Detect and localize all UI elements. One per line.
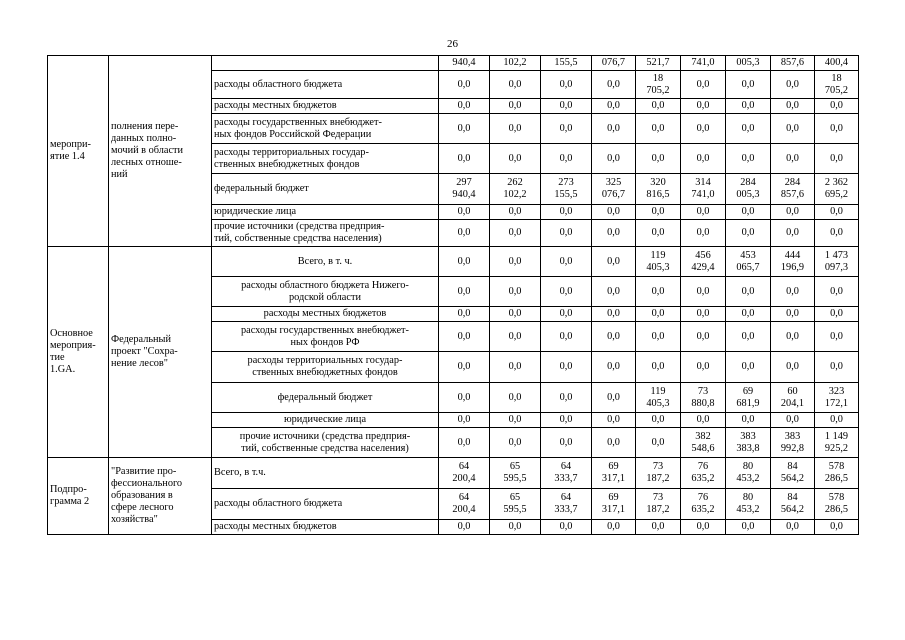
value-cell: 0,0 [771,71,815,99]
value-cell: 0,0 [726,220,771,247]
value-cell: 0,0 [490,428,541,458]
value-cell: 940,4 [439,56,490,71]
value-cell: 80 453,2 [726,489,771,520]
program-description-line: полнения пере- [111,121,179,132]
value-cell: 0,0 [815,277,859,307]
program-name-line: тие [50,352,65,363]
value-cell: 0,0 [636,428,681,458]
funding-source-cell: Всего, в т. ч. [212,247,439,277]
value-cell: 0,0 [439,428,490,458]
value-cell: 0,0 [726,205,771,220]
funding-source-cell: Всего, в т.ч. [212,458,439,489]
value-cell: 0,0 [726,413,771,428]
value-cell: 0,0 [771,144,815,174]
value-cell: 0,0 [592,220,636,247]
value-cell: 0,0 [541,352,592,383]
table-row [48,56,859,71]
value-cell: 64 200,4 [439,489,490,520]
page-number: 26 [447,38,458,50]
value-cell: 0,0 [815,307,859,322]
program-description-line: хозяйства" [111,514,158,525]
value-cell: 155,5 [541,56,592,71]
value-cell: 2 362 695,2 [815,174,859,205]
value-cell: 0,0 [726,144,771,174]
value-cell: 578 286,5 [815,458,859,489]
value-cell: 0,0 [815,520,859,535]
funding-source-cell: расходы местных бюджетов [212,520,439,535]
program-name-cell [48,247,109,458]
value-cell: 320 816,5 [636,174,681,205]
value-cell: 076,7 [592,56,636,71]
value-cell: 0,0 [439,413,490,428]
value-cell: 0,0 [681,307,726,322]
value-cell: 0,0 [541,322,592,352]
value-cell: 69 681,9 [726,383,771,413]
value-cell: 102,2 [490,56,541,71]
value-cell: 0,0 [490,277,541,307]
program-name-line: меропри- [50,139,91,150]
value-cell: 0,0 [490,322,541,352]
value-cell: 65 595,5 [490,489,541,520]
value-cell: 284 005,3 [726,174,771,205]
value-cell: 0,0 [439,220,490,247]
value-cell: 76 635,2 [681,489,726,520]
program-name-line: Основное [50,328,93,339]
value-cell: 0,0 [681,413,726,428]
value-cell: 0,0 [541,383,592,413]
value-cell: 0,0 [541,277,592,307]
value-cell: 741,0 [681,56,726,71]
program-description-cell [109,56,212,247]
value-cell: 1 149 925,2 [815,428,859,458]
value-cell: 0,0 [541,428,592,458]
program-description-line: нение лесов" [111,358,168,369]
program-name-line: Подпро- [50,484,87,495]
value-cell: 0,0 [592,383,636,413]
value-cell: 0,0 [541,247,592,277]
value-cell: 0,0 [771,205,815,220]
value-cell: 0,0 [815,144,859,174]
value-cell: 578 286,5 [815,489,859,520]
value-cell: 0,0 [771,307,815,322]
value-cell: 0,0 [592,99,636,114]
value-cell: 0,0 [490,205,541,220]
value-cell: 18 705,2 [636,71,681,99]
value-cell: 0,0 [815,322,859,352]
value-cell: 0,0 [439,520,490,535]
program-description-line: сфере лесного [111,502,174,513]
value-cell: 0,0 [681,322,726,352]
value-cell: 60 204,1 [771,383,815,413]
value-cell: 0,0 [726,277,771,307]
value-cell: 0,0 [541,71,592,99]
value-cell: 0,0 [726,71,771,99]
value-cell: 0,0 [541,307,592,322]
value-cell: 119 405,3 [636,247,681,277]
value-cell: 0,0 [439,307,490,322]
value-cell: 0,0 [439,71,490,99]
value-cell: 64 333,7 [541,458,592,489]
program-description-line: данных полно- [111,133,177,144]
value-cell: 0,0 [490,352,541,383]
value-cell: 76 635,2 [681,458,726,489]
value-cell: 84 564,2 [771,489,815,520]
value-cell: 0,0 [592,277,636,307]
value-cell: 262 102,2 [490,174,541,205]
program-description-line: лесных отноше- [111,157,182,168]
value-cell: 0,0 [490,413,541,428]
value-cell: 325 076,7 [592,174,636,205]
program-description-cell [109,458,212,535]
value-cell: 0,0 [636,205,681,220]
value-cell: 0,0 [636,277,681,307]
value-cell: 0,0 [592,71,636,99]
value-cell: 0,0 [490,220,541,247]
value-cell: 0,0 [771,220,815,247]
value-cell: 0,0 [541,413,592,428]
value-cell: 0,0 [771,520,815,535]
value-cell: 0,0 [726,114,771,144]
value-cell: 005,3 [726,56,771,71]
value-cell: 0,0 [771,99,815,114]
value-cell: 0,0 [490,307,541,322]
program-description-line: ний [111,169,128,180]
table-row [48,458,859,489]
value-cell: 323 172,1 [815,383,859,413]
value-cell: 18 705,2 [815,71,859,99]
value-cell: 0,0 [815,352,859,383]
value-cell: 0,0 [439,247,490,277]
value-cell: 0,0 [636,520,681,535]
value-cell: 0,0 [771,413,815,428]
value-cell: 0,0 [636,99,681,114]
funding-source-cell: расходы местных бюджетов [212,307,439,322]
value-cell: 456 429,4 [681,247,726,277]
value-cell: 73 880,8 [681,383,726,413]
value-cell: 0,0 [815,220,859,247]
program-description-cell [109,247,212,458]
value-cell: 0,0 [636,220,681,247]
funding-source-cell: расходы государственных внебюджет- ных фондов Российской Федерации [212,114,439,144]
value-cell: 0,0 [592,205,636,220]
value-cell: 0,0 [681,144,726,174]
value-cell: 69 317,1 [592,489,636,520]
value-cell: 0,0 [439,144,490,174]
value-cell: 284 857,6 [771,174,815,205]
funding-source-cell: расходы областного бюджета Нижего- родской области [212,277,439,307]
funding-source-cell: прочие источники (средства предприя- тий, собственные средства населения) [212,428,439,458]
value-cell: 0,0 [541,520,592,535]
value-cell: 0,0 [726,322,771,352]
funding-source-cell: федеральный бюджет [212,383,439,413]
program-name-line: грамма 2 [50,496,90,507]
value-cell: 0,0 [490,71,541,99]
value-cell: 0,0 [490,144,541,174]
value-cell: 0,0 [815,413,859,428]
value-cell: 0,0 [681,114,726,144]
value-cell: 0,0 [592,413,636,428]
value-cell: 0,0 [592,322,636,352]
program-description-line: фессионального [111,478,183,489]
value-cell: 0,0 [726,99,771,114]
value-cell: 0,0 [541,99,592,114]
value-cell: 0,0 [681,277,726,307]
program-name-line: ятие 1.4 [50,151,85,162]
program-name-line: 1.GA. [50,364,76,375]
value-cell: 0,0 [592,247,636,277]
funding-source-cell: юридические лица [212,413,439,428]
value-cell: 0,0 [636,413,681,428]
value-cell: 0,0 [592,114,636,144]
value-cell: 521,7 [636,56,681,71]
funding-source-cell: расходы государственных внебюджет- ных фондов РФ [212,322,439,352]
value-cell: 73 187,2 [636,489,681,520]
table-row [48,247,859,277]
value-cell: 453 065,7 [726,247,771,277]
budget-table [47,55,859,535]
value-cell: 0,0 [439,114,490,144]
value-cell: 0,0 [681,71,726,99]
value-cell: 383 383,8 [726,428,771,458]
funding-source-cell [212,56,439,71]
value-cell: 1 473 097,3 [815,247,859,277]
funding-source-cell: расходы областного бюджета [212,71,439,99]
value-cell: 0,0 [636,307,681,322]
value-cell: 119 405,3 [636,383,681,413]
value-cell: 0,0 [681,220,726,247]
value-cell: 0,0 [439,277,490,307]
value-cell: 0,0 [681,520,726,535]
value-cell: 0,0 [439,322,490,352]
program-description-line: Федеральный [111,334,171,345]
program-name-cell [48,56,109,247]
value-cell: 0,0 [541,144,592,174]
value-cell: 314 741,0 [681,174,726,205]
value-cell: 0,0 [592,520,636,535]
funding-source-cell: расходы местных бюджетов [212,99,439,114]
value-cell: 73 187,2 [636,458,681,489]
funding-source-cell: расходы территориальных государ- ственных внебюджетных фондов [212,144,439,174]
value-cell: 0,0 [541,114,592,144]
value-cell: 65 595,5 [490,458,541,489]
value-cell: 80 453,2 [726,458,771,489]
value-cell: 0,0 [439,383,490,413]
value-cell: 0,0 [592,307,636,322]
value-cell: 382 548,6 [681,428,726,458]
value-cell: 0,0 [636,114,681,144]
value-cell: 0,0 [726,520,771,535]
value-cell: 0,0 [815,114,859,144]
value-cell: 297 940,4 [439,174,490,205]
value-cell: 0,0 [681,99,726,114]
value-cell: 444 196,9 [771,247,815,277]
program-description-line: образования в [111,490,173,501]
program-name-cell [48,458,109,535]
value-cell: 0,0 [681,205,726,220]
value-cell: 0,0 [490,383,541,413]
funding-source-cell: юридические лица [212,205,439,220]
value-cell: 0,0 [636,322,681,352]
value-cell: 0,0 [439,99,490,114]
program-description-line: мочий в области [111,145,184,156]
value-cell: 0,0 [490,99,541,114]
funding-source-cell: расходы областного бюджета [212,489,439,520]
value-cell: 64 333,7 [541,489,592,520]
value-cell: 0,0 [592,428,636,458]
funding-source-cell: расходы территориальных государ- ственных внебюджетных фондов [212,352,439,383]
value-cell: 0,0 [541,220,592,247]
value-cell: 400,4 [815,56,859,71]
value-cell: 0,0 [771,114,815,144]
value-cell: 0,0 [490,247,541,277]
value-cell: 0,0 [592,144,636,174]
program-description-line: "Развитие про- [111,466,177,477]
value-cell: 0,0 [490,114,541,144]
funding-source-cell: прочие источники (средства предприя- тий, собственные средства населения) [212,220,439,247]
value-cell: 0,0 [726,352,771,383]
value-cell: 0,0 [636,144,681,174]
value-cell: 383 992,8 [771,428,815,458]
value-cell: 273 155,5 [541,174,592,205]
program-name-line: мероприя- [50,340,96,351]
value-cell: 0,0 [636,352,681,383]
funding-source-cell: федеральный бюджет [212,174,439,205]
value-cell: 0,0 [771,322,815,352]
value-cell: 64 200,4 [439,458,490,489]
budget-table-body [48,56,859,535]
value-cell: 0,0 [439,205,490,220]
value-cell: 0,0 [815,205,859,220]
value-cell: 84 564,2 [771,458,815,489]
value-cell: 0,0 [681,352,726,383]
program-description-line: проект "Сохра- [111,346,178,357]
value-cell: 0,0 [771,277,815,307]
value-cell: 0,0 [541,205,592,220]
value-cell: 0,0 [490,520,541,535]
value-cell: 0,0 [726,307,771,322]
value-cell: 0,0 [592,352,636,383]
value-cell: 69 317,1 [592,458,636,489]
value-cell: 0,0 [771,352,815,383]
value-cell: 0,0 [439,352,490,383]
value-cell: 0,0 [815,99,859,114]
value-cell: 857,6 [771,56,815,71]
